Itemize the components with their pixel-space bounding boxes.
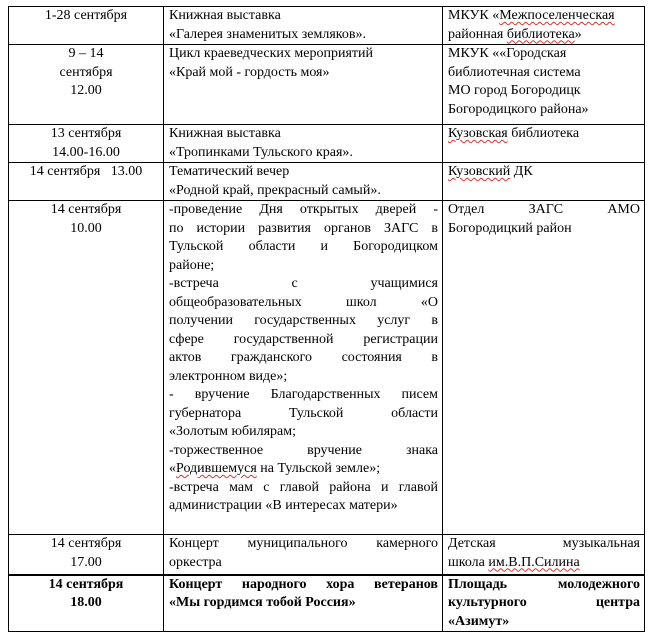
date-line: 14 сентября <box>50 536 122 551</box>
date-line: 13 сентября <box>50 126 122 141</box>
event-line: по истории развития органов ЗАГС в <box>169 220 438 236</box>
date-line: 14 сентября <box>48 576 124 592</box>
spellcheck-word: библиотека <box>506 26 575 42</box>
venue-cell <box>443 575 645 632</box>
venue-line: Кузовская библиотека <box>448 126 580 141</box>
event-cell <box>164 125 443 163</box>
event-line: администрации «В интересах матери» <box>169 498 398 513</box>
events-table <box>8 6 645 632</box>
event-cell <box>164 535 443 575</box>
event-line: -встреча мам с главой района и главой <box>169 479 438 495</box>
event-line: «Родной край, прекрасный самый». <box>169 182 381 198</box>
event-line: Концерт народного хора ветеранов <box>169 576 438 592</box>
venue-line: Детская музыкальная <box>448 536 640 551</box>
venue-cell <box>443 163 645 201</box>
event-cell <box>164 575 443 632</box>
event-line: актов гражданского состояния в <box>169 350 438 365</box>
event-line: сфере государственной регистрации <box>169 331 438 347</box>
date-line: 18.00 <box>70 595 102 610</box>
date-line: 14.00-16.00 <box>52 144 120 160</box>
venue-cell <box>443 45 645 125</box>
venue-line: Кузовский ДК <box>448 164 533 179</box>
date-line: 1-28 сентября <box>44 8 128 23</box>
document-page <box>8 6 645 632</box>
venue-line: МКУК ««Городская <box>448 46 567 61</box>
venue-cell <box>443 125 645 163</box>
event-cell <box>164 7 443 45</box>
venue-line: культурного центра <box>448 595 640 610</box>
event-line: Цикл краеведческих мероприятий <box>169 46 374 61</box>
spellcheck-word: Родившемуся <box>176 461 257 476</box>
spellcheck-word: Межпоселенческая <box>499 8 615 23</box>
event-line: -торжественное вручение знака <box>169 442 438 458</box>
event-line: получении государственных услуг в <box>169 313 438 328</box>
date-line: 14 сентября <box>50 202 122 217</box>
venue-cell <box>443 535 645 575</box>
event-line: «Галерея знаменитых земляков». <box>169 26 366 42</box>
venue-line: МКУК «Межпоселенческая <box>448 8 615 23</box>
table-row <box>9 535 645 575</box>
table-row <box>9 45 645 125</box>
table-row <box>9 125 645 163</box>
event-line: Книжная выставка <box>169 8 281 23</box>
date-cell <box>9 535 164 575</box>
event-line: «Родившемуся на Тульской земле»; <box>169 461 381 476</box>
table-row <box>9 201 645 535</box>
venue-cell <box>443 201 645 535</box>
venue-line: школа им.В.П.Силина <box>448 554 580 570</box>
event-line: оркестра <box>169 554 222 570</box>
venue-line: Богородицкий район <box>448 220 572 236</box>
date-cell <box>9 45 164 125</box>
venue-line: МО город Богородицк <box>448 83 581 98</box>
event-cell <box>164 163 443 201</box>
venue-line: Отдел ЗАГС АМО <box>448 202 640 217</box>
date-line: 12.00 <box>70 83 102 98</box>
date-line: сентября <box>59 64 113 80</box>
event-line: «Золотым юбилярам; <box>169 424 296 439</box>
venue-line: Площадь молодежного <box>448 576 640 592</box>
event-line: «Край мой - гордость моя» <box>169 64 330 80</box>
event-line: -проведение Дня открытых дверей - <box>169 202 438 217</box>
event-line: «Тропинками Тульского края». <box>169 144 353 160</box>
spellcheck-word: Кузовский <box>448 164 511 179</box>
event-line: губернатора Тульской области <box>169 405 438 421</box>
event-line: «Мы гордимся тобой Россия» <box>169 595 356 610</box>
event-line: Концерт муниципального камерного <box>169 536 438 551</box>
event-line: -встреча с учащимися <box>169 276 438 291</box>
table-row <box>9 163 645 201</box>
table-row <box>9 7 645 45</box>
venue-line: Богородицкого района» <box>448 101 589 117</box>
venue-line: библиотечная система <box>448 64 581 80</box>
date-line: 14 сентября 13.00 <box>29 164 143 179</box>
date-cell <box>9 575 164 632</box>
event-line: Тематический вечер <box>169 164 290 179</box>
date-cell <box>9 201 164 535</box>
event-cell <box>164 45 443 125</box>
venue-line: районная библиотека» <box>448 26 582 42</box>
date-line: 10.00 <box>70 220 102 236</box>
event-line: общеобразовательных школ «О <box>169 294 438 310</box>
venue-line: «Азимут» <box>448 613 510 629</box>
spellcheck-word: им.В.П.Силина <box>488 554 580 570</box>
date-cell <box>9 7 164 45</box>
event-line: районе; <box>169 257 215 273</box>
date-cell <box>9 163 164 201</box>
event-line: электронном виде»; <box>169 368 288 384</box>
event-line: Книжная выставка <box>169 126 281 141</box>
event-cell <box>164 201 443 535</box>
event-line: - вручение Благодарственных писем <box>169 387 438 402</box>
venue-cell <box>443 7 645 45</box>
date-cell <box>9 125 164 163</box>
date-line: 17.00 <box>70 554 102 570</box>
spellcheck-word: Кузовская <box>448 126 508 141</box>
date-line: 9 – 14 <box>68 46 104 61</box>
event-line: Тульской области и Богородицком <box>169 239 438 254</box>
table-row <box>9 575 645 632</box>
